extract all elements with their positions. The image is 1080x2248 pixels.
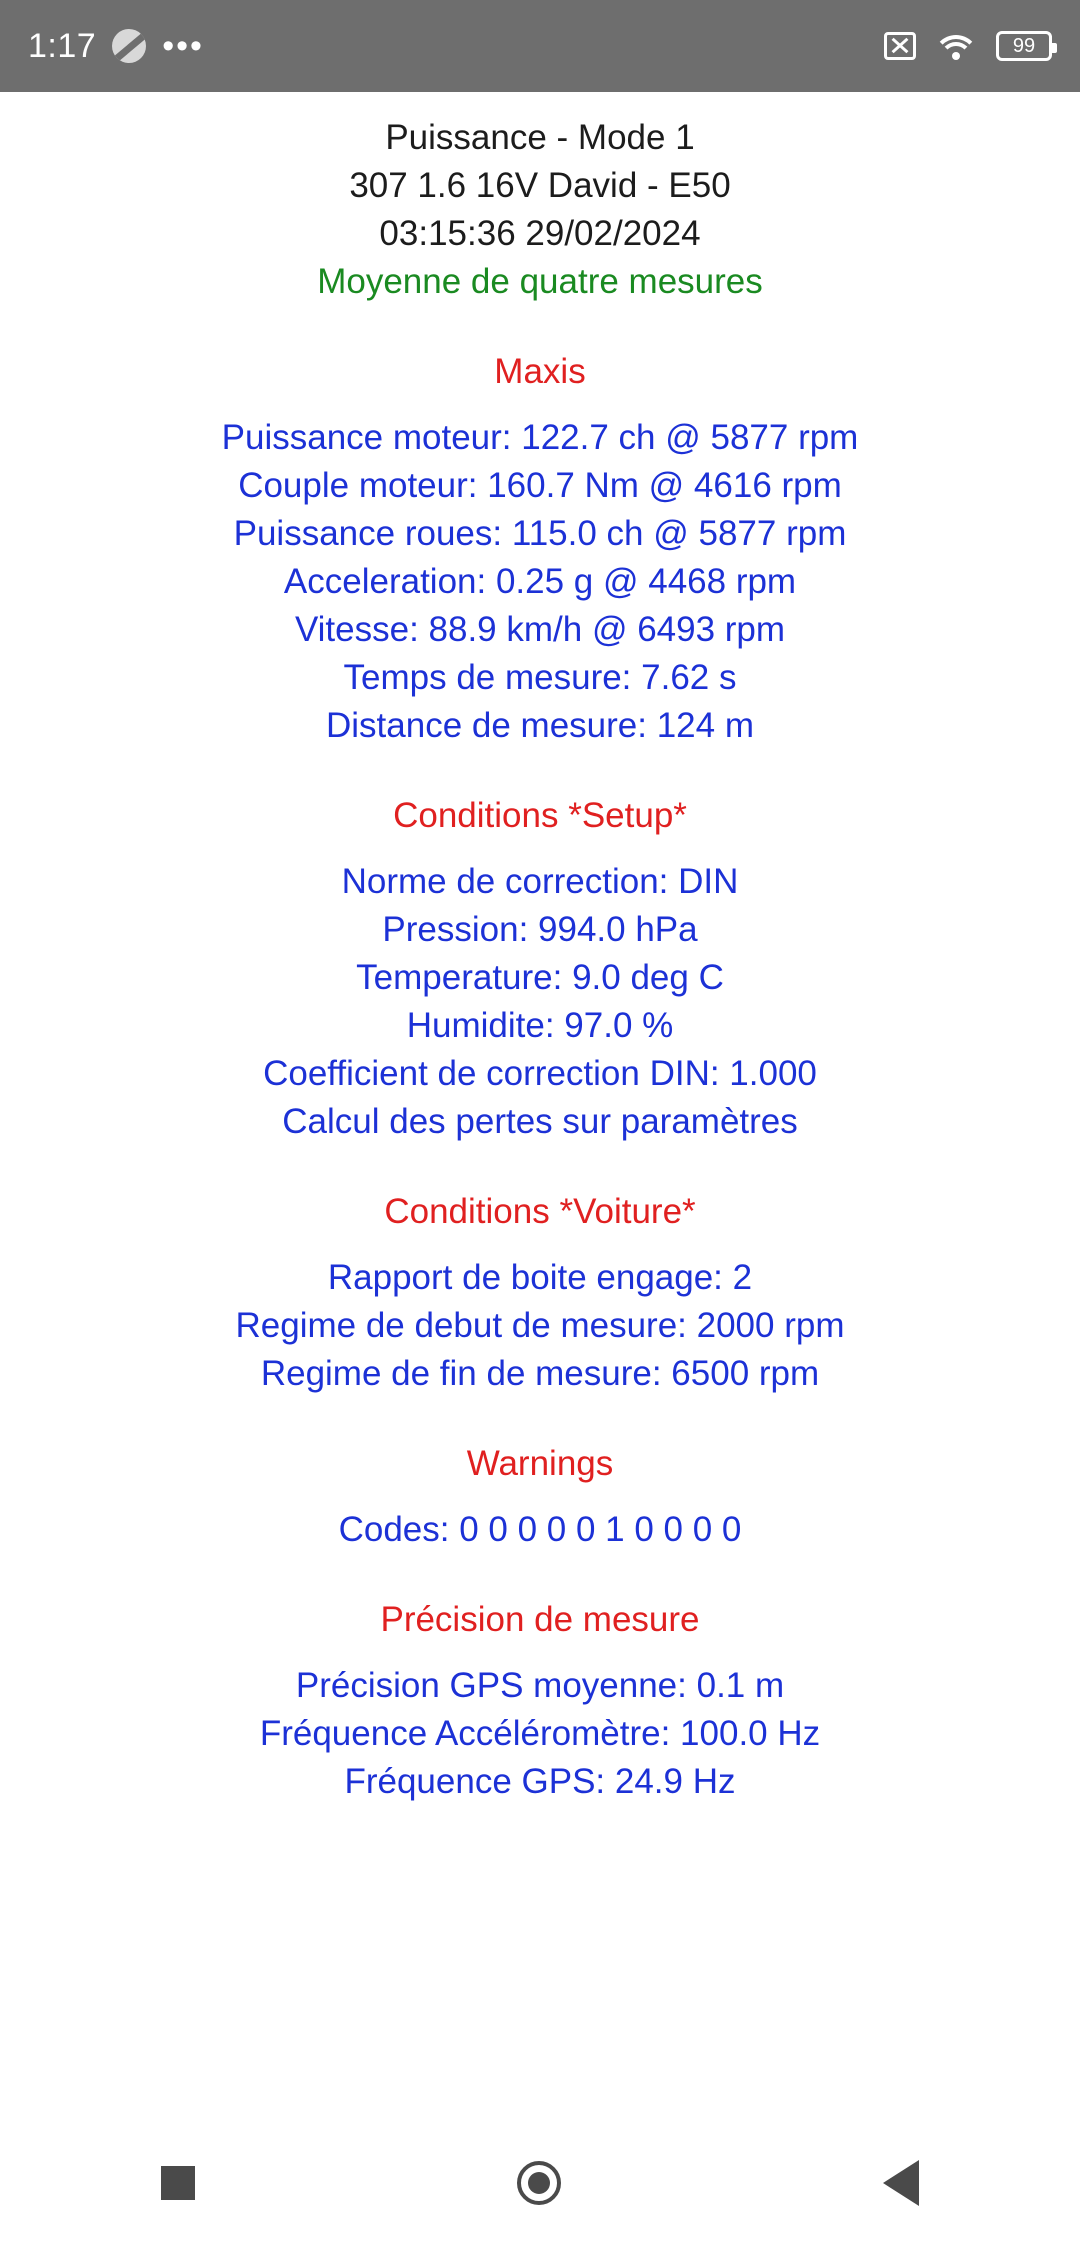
data-row: Temperature: 9.0 deg C xyxy=(356,958,724,997)
data-row: Acceleration: 0.25 g @ 4468 rpm xyxy=(283,562,797,601)
android-navigation-bar xyxy=(0,2118,1080,2248)
page-title: Puissance - Mode 1 xyxy=(385,118,695,157)
spacer xyxy=(0,1488,1080,1506)
status-clock: 1:17 xyxy=(28,26,97,65)
battery-level-label: 99 xyxy=(1012,34,1036,57)
data-row: Coefficient de correction DIN: 1.000 xyxy=(263,1054,817,1093)
data-row: Humidite: 97.0 % xyxy=(406,1006,674,1045)
data-row: Calcul des pertes sur paramètres xyxy=(282,1102,798,1141)
data-row: Fréquence GPS: 24.9 Hz xyxy=(344,1762,736,1801)
overflow-dots-icon: ••• xyxy=(162,27,204,65)
spacer xyxy=(0,1644,1080,1662)
status-bar xyxy=(0,0,1080,92)
spacer xyxy=(0,1146,1080,1188)
spacer xyxy=(0,750,1080,792)
spacer xyxy=(0,1236,1080,1254)
data-row: Puissance roues: 115.0 ch @ 5877 rpm xyxy=(233,514,847,553)
section-heading-conditions-setup: Conditions *Setup* xyxy=(393,796,687,835)
section-heading-precision: Précision de mesure xyxy=(380,1600,700,1639)
spacer xyxy=(0,840,1080,858)
section-heading-maxis: Maxis xyxy=(494,352,586,391)
status-bar-left xyxy=(28,27,204,66)
data-row: Vitesse: 88.9 km/h @ 6493 rpm xyxy=(294,610,786,649)
spacer xyxy=(0,396,1080,414)
timestamp-label: 03:15:36 29/02/2024 xyxy=(379,214,701,253)
data-row: Temps de mesure: 7.62 s xyxy=(343,658,737,697)
data-row: Codes: 0 0 0 0 0 1 0 0 0 0 xyxy=(338,1510,742,1549)
measurement-report xyxy=(0,92,1080,1806)
data-row: Regime de debut de mesure: 2000 rpm xyxy=(235,1306,845,1345)
data-row: Rapport de boite engage: 2 xyxy=(327,1258,753,1297)
data-row: Regime de fin de mesure: 6500 rpm xyxy=(260,1354,820,1393)
spacer xyxy=(0,1398,1080,1440)
data-row: Précision GPS moyenne: 0.1 m xyxy=(295,1666,785,1705)
no-sim-icon xyxy=(884,32,916,60)
section-heading-conditions-voiture: Conditions *Voiture* xyxy=(384,1192,696,1231)
wifi-icon xyxy=(936,31,976,61)
data-row: Distance de mesure: 124 m xyxy=(326,706,754,745)
back-triangle-icon[interactable] xyxy=(883,2160,919,2206)
home-circle-icon[interactable] xyxy=(517,2161,561,2205)
data-row: Couple moteur: 160.7 Nm @ 4616 rpm xyxy=(238,466,842,505)
spacer xyxy=(0,1554,1080,1596)
vehicle-label: 307 1.6 16V David - E50 xyxy=(349,166,731,205)
recents-square-icon[interactable] xyxy=(161,2166,195,2200)
report-subtitle: Moyenne de quatre mesures xyxy=(317,262,763,301)
data-row: Fréquence Accéléromètre: 100.0 Hz xyxy=(259,1714,821,1753)
data-row: Puissance moteur: 122.7 ch @ 5877 rpm xyxy=(221,418,859,457)
battery-icon xyxy=(996,31,1052,61)
data-row: Norme de correction: DIN xyxy=(341,862,739,901)
spacer xyxy=(0,306,1080,348)
status-bar-right xyxy=(884,31,1052,61)
data-row: Pression: 994.0 hPa xyxy=(382,910,698,949)
circle-slash-icon xyxy=(112,29,146,63)
section-heading-warnings: Warnings xyxy=(466,1444,614,1483)
